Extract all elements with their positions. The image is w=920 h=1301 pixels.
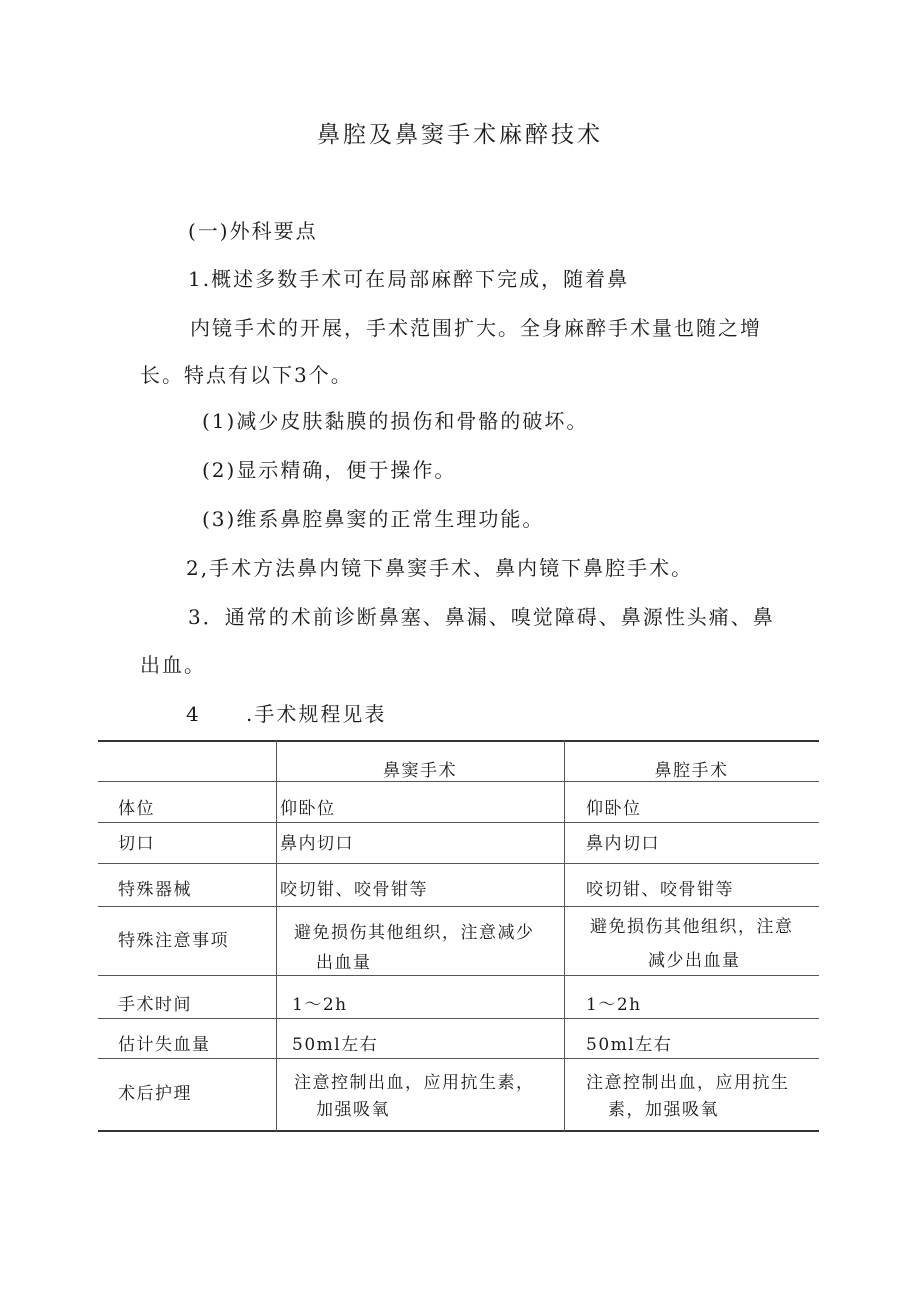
list-item-1: (1)减少皮肤黏膜的损伤和骨骼的破坏。 <box>202 409 589 433</box>
cell-sinus-postop-line-1: 注意控制出血，应用抗生素， <box>294 1073 535 1093</box>
cell-nasal-postop-line-2: 素，加强吸氧 <box>608 1100 719 1120</box>
cell-nasal-blood-loss: 50ml左右 <box>586 1035 673 1055</box>
cell-nasal-duration: 1～2h <box>586 995 642 1015</box>
list-item-3: (3)维系鼻腔鼻窦的正常生理功能。 <box>202 507 545 531</box>
header-nasal: 鼻腔手术 <box>654 761 729 781</box>
cell-sinus-position: 仰卧位 <box>280 799 336 819</box>
row-label-incision: 切口 <box>118 834 155 854</box>
paragraph-1-line-2: 内镜手术的开展，手术范围扩大。全身麻醉手术量也随之增 <box>190 316 762 340</box>
cell-nasal-position: 仰卧位 <box>586 799 642 819</box>
paragraph-2: 2,手术方法鼻内镜下鼻窦手术、鼻内镜下鼻腔手术。 <box>186 556 694 580</box>
paragraph-4-number: 4 <box>186 702 201 726</box>
procedure-table <box>98 740 819 1132</box>
row-label-instruments: 特殊器械 <box>118 880 192 900</box>
cell-nasal-precautions-line-2: 减少出血量 <box>648 951 741 971</box>
paragraph-1-line-3: 长。特点有以下3个。 <box>140 363 353 387</box>
section-heading: (一)外科要点 <box>188 219 318 243</box>
cell-nasal-postop-line-1: 注意控制出血，应用抗生 <box>586 1073 790 1093</box>
cell-nasal-precautions-line-1: 避免损伤其他组织，注意 <box>590 917 794 937</box>
row-label-duration: 手术时间 <box>118 995 192 1015</box>
cell-sinus-duration: 1～2h <box>292 995 348 1015</box>
cell-sinus-instruments: 咬切钳、咬骨钳等 <box>280 880 428 900</box>
cell-sinus-blood-loss: 50ml左右 <box>292 1035 379 1055</box>
paragraph-4-text: .手术规程见表 <box>246 702 387 726</box>
cell-sinus-incision: 鼻内切口 <box>280 834 354 854</box>
row-label-precautions: 特殊注意事项 <box>118 931 229 951</box>
row-label-postop-care: 术后护理 <box>118 1084 192 1104</box>
paragraph-3-line-2: 出血。 <box>140 653 206 677</box>
list-item-2: (2)显示精确，便于操作。 <box>202 458 457 482</box>
page-title: 鼻腔及鼻窦手术麻醉技术 <box>317 122 603 148</box>
cell-nasal-incision: 鼻内切口 <box>586 834 660 854</box>
cell-sinus-precautions-line-1: 避免损伤其他组织，注意减少 <box>294 923 535 943</box>
cell-nasal-instruments: 咬切钳、咬骨钳等 <box>586 880 734 900</box>
paragraph-3-line-1: 3．通常的术前诊断鼻塞、鼻漏、嗅觉障碍、鼻源性头痛、鼻 <box>188 605 775 629</box>
row-label-position: 体位 <box>118 799 155 819</box>
cell-sinus-postop-line-2: 加强吸氧 <box>316 1100 390 1120</box>
header-sinus: 鼻窦手术 <box>383 761 457 781</box>
row-label-blood-loss: 估计失血量 <box>118 1035 211 1055</box>
paragraph-1-line-1: 1.概述多数手术可在局部麻醉下完成，随着鼻 <box>188 267 630 291</box>
cell-sinus-precautions-line-2: 出血量 <box>316 953 372 973</box>
